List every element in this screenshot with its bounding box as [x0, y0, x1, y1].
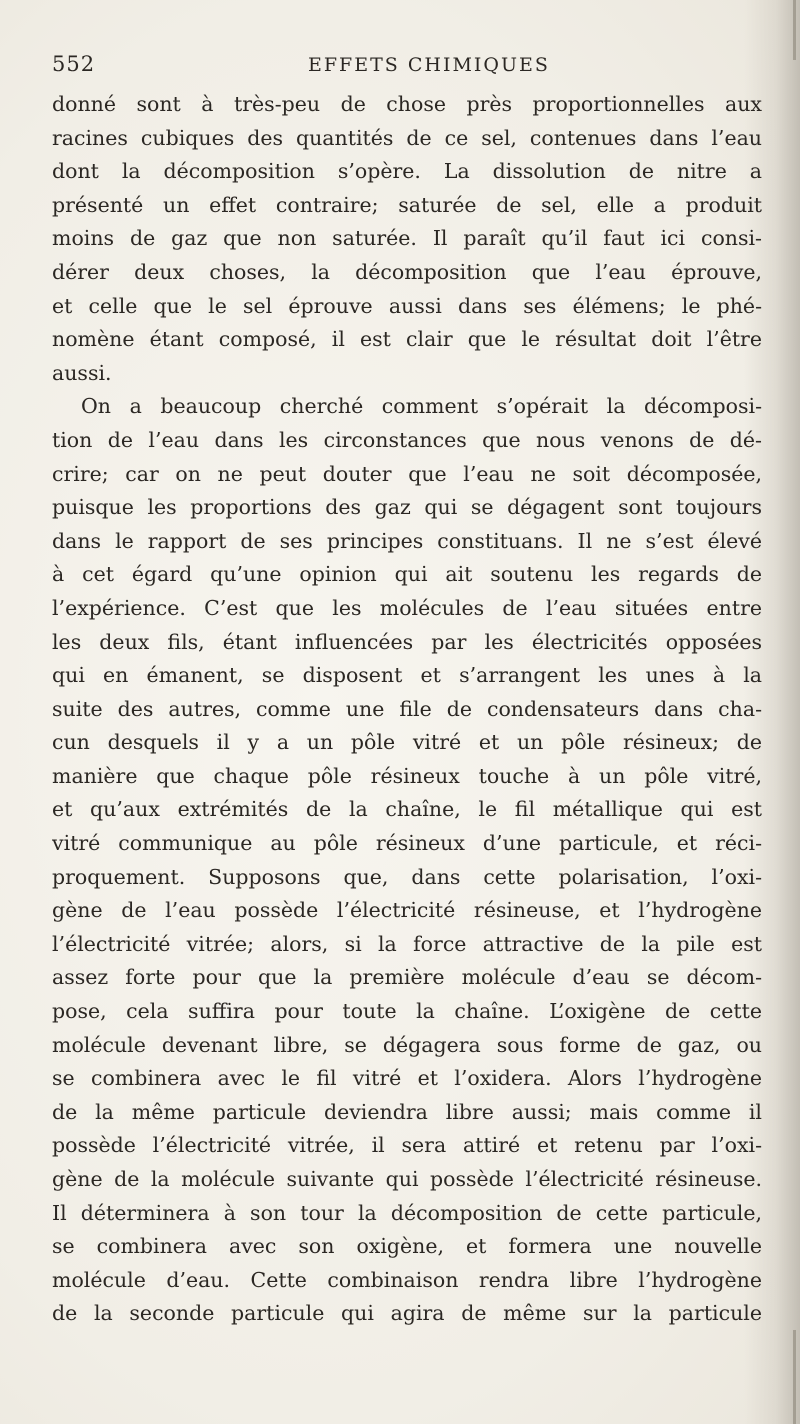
text-line: pose, cela suffira pour toute la chaîne. L’oxigène de cette	[52, 999, 762, 1024]
text-line: gène de l’eau possède l’électricité résineuse, et l’hydrogène	[52, 898, 762, 923]
text-line: On a beaucoup cherché comment s’opérait la décomposi-	[81, 394, 762, 419]
text-line: donné sont à très-peu de chose près proportionnelles aux	[52, 92, 762, 116]
text-line: molécule d’eau. Cette combinaison rendra libre l’hydrogène	[52, 1267, 762, 1292]
text-line: suite des autres, comme une file de condensateurs dans cha-	[52, 696, 762, 721]
running-head: EFFETS CHIMIQUES	[308, 54, 550, 76]
text-line: qui en émanent, se disposent et s’arrangent les unes à la	[52, 663, 762, 688]
text-line: nomène étant composé, il est clair que le résultat doit l’être	[52, 327, 762, 352]
text-line: présenté un effet contraire; saturée de sel, elle a produit	[52, 192, 762, 217]
text-line: possède l’électricité vitrée, il sera attiré et retenu par l’oxi-	[52, 1133, 762, 1158]
text-line: aussi.	[52, 360, 112, 385]
text-line: l’électricité vitrée; alors, si la force attractive de la pile est	[52, 931, 762, 956]
text-line: dérer deux choses, la décomposition que l’eau éprouve,	[52, 259, 762, 284]
page-number: 552	[52, 52, 96, 76]
body-text	[52, 88, 762, 1331]
text-line: crire; car on ne peut douter que l’eau ne soit décomposée,	[52, 461, 762, 486]
text-line: assez forte pour que la première molécule d’eau se décom-	[52, 965, 762, 990]
text-line: moins de gaz que non saturée. Il paraît qu’il faut ici consi-	[52, 226, 762, 251]
text-line: proquement. Supposons que, dans cette polarisation, l’oxi-	[52, 864, 762, 889]
page-edge-shadow	[793, 1330, 796, 1424]
text-line: vitré communique au pôle résineux d’une particule, et réci-	[52, 831, 762, 856]
text-line: molécule devenant libre, se dégagera sous forme de gaz, ou	[52, 1032, 762, 1057]
text-line: se combinera avec son oxigène, et formera une nouvelle	[52, 1234, 762, 1259]
text-line: dans le rapport de ses principes constituans. Il ne s’est élevé	[52, 528, 762, 553]
text-line: se combinera avec le fil vitré et l’oxidera. Alors l’hydrogène	[52, 1066, 762, 1091]
text-line: de la seconde particule qui agira de même sur la particule	[52, 1301, 762, 1326]
text-line: racines cubiques des quantités de ce sel, contenues dans l’eau	[52, 125, 762, 150]
page-header	[52, 52, 572, 86]
text-line: à cet égard qu’une opinion qui ait soutenu les regards de	[52, 562, 762, 587]
text-line: de la même particule deviendra libre aussi; mais comme il	[52, 1099, 762, 1124]
text-line: dont la décomposition s’opère. La dissolution de nitre a	[52, 159, 762, 184]
text-line: gène de la molécule suivante qui possède l’électricité résineuse.	[52, 1167, 762, 1191]
paragraph-2	[52, 390, 762, 1331]
text-line: tion de l’eau dans les circonstances que nous venons de dé-	[52, 427, 762, 452]
text-line: puisque les proportions des gaz qui se dégagent sont toujours	[52, 495, 762, 520]
text-line: l’expérience. C’est que les molécules de l’eau situées entre	[52, 595, 762, 620]
text-line: et celle que le sel éprouve aussi dans ses élémens; le phé-	[52, 293, 762, 318]
text-line: cun desquels il y a un pôle vitré et un pôle résineux; de	[52, 730, 762, 755]
text-line: manière que chaque pôle résineux touche à un pôle vitré,	[52, 763, 762, 788]
page-edge-shadow	[793, 0, 796, 60]
text-line: Il déterminera à son tour la décomposition de cette particule,	[52, 1200, 762, 1225]
paragraph-1	[52, 88, 762, 390]
text-line: les deux fils, étant influencées par les électricités opposées	[52, 629, 762, 654]
text-line: et qu’aux extrémités de la chaîne, le fil métallique qui est	[52, 797, 762, 822]
